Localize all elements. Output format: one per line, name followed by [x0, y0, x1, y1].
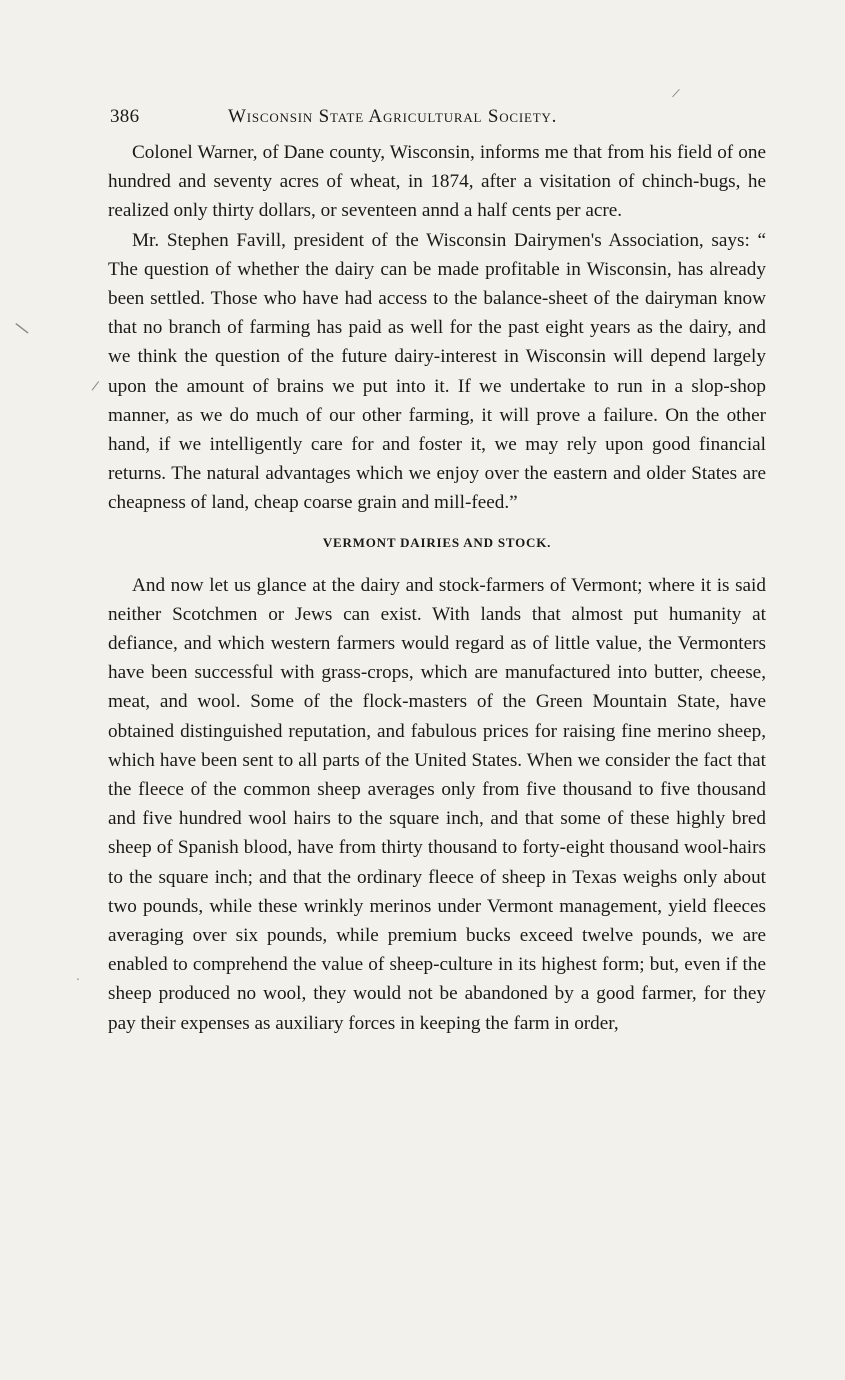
running-header [108, 98, 766, 138]
paragraph-stephen-favill: Mr. Stephen Favill, president of the Wisconsin Dairymen's Association, says: “ The question of whether the dairy can be made profitable in Wisconsin, has already been settled. Those who have had access to the balance-sheet of the dairyman know that no branch of farming has paid as well for the past eight years as the dairy, and we think the question of the future dairy-interest in Wisconsin will depend largely upon the amount of brains we put into it. If we undertake to run in a slop-shop manner, as we do much of our other farming, it will prove a failure. On the other hand, if we intelligently care for and foster it, we may rely upon good financial returns. The natural advantages which we enjoy over the eastern and older States are cheapness of land, cheap coarse grain and mill-feed.” [108, 229, 766, 514]
paragraph-colonel-warner: Colonel Warner, of Dane county, Wisconsin, informs me that from his field of one hundred and seventy acres of wheat, in 1874, after a visitation of chinch-bugs, he realized only thirty dollars, or seventeen annd a half cents per acre. [108, 142, 766, 222]
scan-speck-margin: / [90, 378, 100, 395]
running-title: Wisconsin State Agricultural Society. [228, 106, 558, 127]
scan-speck-dot: . [76, 969, 80, 983]
paragraph-vermont: And now let us glance at the dairy and stock-farmers of Vermont; where it is said neither Scotchmen or Jews can exist. With lands that almost put humanity at defiance, and which western farmers would regard as of little value, the Vermonters have been successful with grass-crops, which are manufactured into butter, cheese, meat, and wool. Some of the flock-masters of the Green Mountain State, have obtained distinguished reputation, and fabulous prices for raising fine merino sheep, which have been sent to all parts of the United States. When we consider the fact that the fleece of the common sheep averages only from five thousand to five thousand and five hundred wool hairs to the square inch, and that some of these highly bred sheep of Spanish blood, have from thirty thousand to forty-eight thousand wool-hairs to the square inch; and that the ordinary fleece of sheep in Texas weighs only about two pounds, while these wrinkly merinos under Vermont management, yield fleeces averaging over six pounds, while premium bucks exceed twelve pounds, we are enabled to comprehend the value of sheep-culture in its highest form; but, even if the sheep produced no wool, they would not be abandoned by a good farmer, for they pay their expenses as auxiliary forces in keeping the farm in order, [108, 574, 766, 1034]
article-body [108, 138, 766, 1038]
section-heading: VERMONT DAIRIES AND STOCK. [322, 534, 552, 550]
page-number: 386 [110, 106, 140, 127]
scan-speck-top: / [671, 85, 681, 101]
scan-speck-left: \ [13, 318, 31, 339]
book-page [108, 98, 766, 1038]
